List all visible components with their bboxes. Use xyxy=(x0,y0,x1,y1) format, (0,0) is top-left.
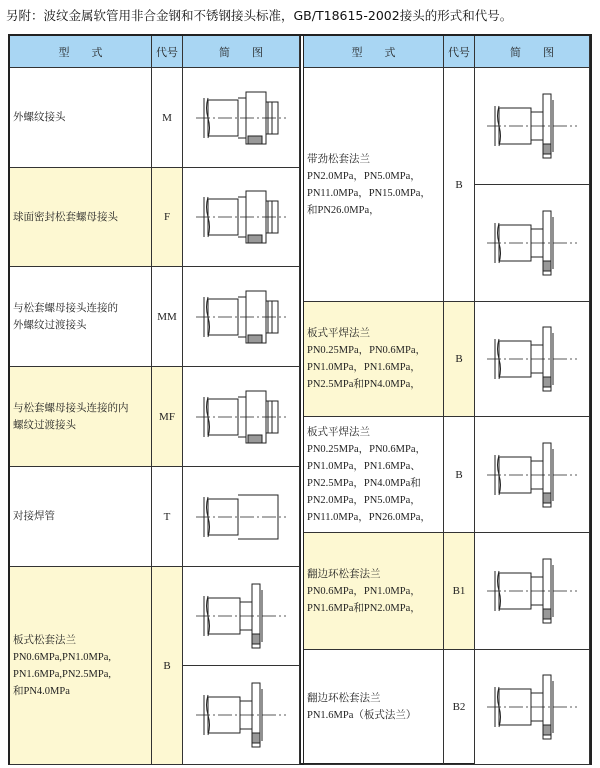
type-line: PN0.6MPa,PN1.0MPa, xyxy=(13,651,112,663)
code-value: MF xyxy=(159,410,175,423)
right-type-cell xyxy=(304,302,444,417)
type-text xyxy=(13,508,55,525)
code-value: MM xyxy=(157,310,177,323)
right-drawing-cell xyxy=(475,650,590,765)
header-label: 简 图 xyxy=(219,45,263,59)
left-drawing-cell xyxy=(183,666,300,765)
right-drawing-cell xyxy=(475,68,590,185)
header-drawing xyxy=(183,36,300,68)
type-line: 和PN26.0MPa， xyxy=(307,204,380,216)
type-line: PN0.6MPa，PN1.0MPa， xyxy=(307,585,421,597)
header-label: 型 式 xyxy=(351,45,396,59)
header-label: 简 图 xyxy=(510,45,554,59)
left-type-cell xyxy=(10,567,152,765)
right-drawing-cell xyxy=(475,417,590,533)
type-text xyxy=(307,690,416,724)
left-code-cell xyxy=(152,68,183,168)
right-code-cell xyxy=(444,533,475,650)
butt-weld-pipe-drawing xyxy=(186,477,296,557)
right-type-cell xyxy=(304,417,444,533)
loose-plate-flange-2-drawing xyxy=(186,675,296,755)
neck-loose-flange-2-drawing xyxy=(477,203,587,283)
type-line: 翻边环松套法兰 xyxy=(307,693,381,704)
type-line: 板式平焊法兰 xyxy=(307,328,370,339)
right-drawing-cell xyxy=(475,302,590,417)
type-line: PN2.5MPa和PN4.0MPa， xyxy=(307,379,421,390)
code-value: B xyxy=(163,659,171,672)
right-drawing-cell xyxy=(475,185,590,302)
code-value: B xyxy=(455,468,463,481)
left-code-cell xyxy=(152,567,183,765)
type-line: 外螺纹接头 xyxy=(13,112,66,123)
neck-loose-flange-drawing xyxy=(477,86,587,166)
left-type-cell xyxy=(10,267,152,367)
type-text xyxy=(307,151,431,219)
type-text xyxy=(13,632,111,700)
code-value: B2 xyxy=(452,701,466,713)
right-type-cell xyxy=(304,68,444,302)
header-code xyxy=(152,36,183,68)
type-line: 对接焊管 xyxy=(13,511,55,522)
left-drawing-cell xyxy=(183,267,300,367)
lap-joint-flange-drawing xyxy=(477,551,587,631)
page-title: 另附：波纹金属软管用非合金钢和不锈钢接头标准，GB/T18615-2002接头的形式和代号。 xyxy=(6,8,513,23)
fitting-types-table xyxy=(8,34,592,765)
left-drawing-cell xyxy=(183,367,300,467)
left-drawing-cell xyxy=(183,68,300,168)
type-text xyxy=(13,209,118,226)
code-value: M xyxy=(162,111,172,124)
left-type-cell xyxy=(10,467,152,567)
code-value: B xyxy=(455,353,463,365)
spherical-seal-nut-fitting-drawing xyxy=(186,177,296,257)
type-text xyxy=(307,325,426,393)
type-text xyxy=(13,109,66,126)
code-value: F xyxy=(163,211,171,223)
left-drawing-cell xyxy=(183,567,300,666)
type-line: PN11.0MPa，PN26.0MPa， xyxy=(307,511,431,523)
type-line: PN2.0MPa，PN5.0MPa， xyxy=(307,494,421,506)
header-drawing xyxy=(475,36,590,68)
left-drawing-cell xyxy=(183,467,300,567)
right-code-cell xyxy=(444,650,475,765)
slip-on-plate-flange-2-drawing xyxy=(477,435,587,515)
header-type xyxy=(10,36,152,68)
type-line: 和PN4.0MPa xyxy=(13,685,70,697)
left-code-cell xyxy=(152,367,183,467)
loose-plate-flange-drawing xyxy=(186,576,296,656)
header-type xyxy=(304,36,444,68)
header-code xyxy=(444,36,475,68)
type-line: 球面密封松套螺母接头 xyxy=(13,211,118,223)
header-label: 代号 xyxy=(156,45,178,59)
left-type-cell xyxy=(10,367,152,467)
type-line: 板式松套法兰 xyxy=(13,634,76,646)
type-text xyxy=(307,424,431,526)
type-line: PN1.6MPa,PN2.5MPa, xyxy=(13,668,112,680)
right-code-cell xyxy=(444,68,475,302)
type-line: PN0.25MPa，PN0.6MPa， xyxy=(307,345,427,356)
code-value: T xyxy=(163,510,171,523)
female-adapter-fitting-drawing xyxy=(186,377,296,457)
left-type-cell xyxy=(10,68,152,168)
type-line: PN2.0MPa，PN5.0MPa， xyxy=(307,170,421,182)
type-line: 板式平焊法兰 xyxy=(307,426,370,438)
right-drawing-cell xyxy=(475,533,590,650)
slip-on-plate-flange-drawing xyxy=(477,319,587,399)
header-label: 代号 xyxy=(448,45,470,59)
type-text xyxy=(307,566,421,617)
type-line: PN2.5MPa，PN4.0MPa和 xyxy=(307,477,421,489)
left-code-cell xyxy=(152,267,183,367)
type-line: PN1.0MPa，PN1.6MPa， xyxy=(307,362,421,373)
type-line: PN1.0MPa，PN1.6MPa、 xyxy=(307,460,421,472)
type-line: PN1.6MPa和PN2.0MPa， xyxy=(307,602,421,614)
left-drawing-cell xyxy=(183,168,300,267)
type-text xyxy=(13,300,118,334)
type-line: PN1.6MPa（板式法兰） xyxy=(307,710,417,721)
type-line: PN0.25MPa，PN0.6MPa， xyxy=(307,443,427,455)
right-type-cell xyxy=(304,650,444,765)
header-label: 型 式 xyxy=(58,45,103,59)
right-code-cell xyxy=(444,417,475,533)
type-line: 带劲松套法兰 xyxy=(307,153,370,165)
type-line: PN11.0MPa，PN15.0MPa， xyxy=(307,187,431,199)
code-value: B1 xyxy=(452,585,466,597)
right-code-cell xyxy=(444,302,475,417)
type-text xyxy=(13,400,129,434)
type-line: 与松套螺母接头连接的 xyxy=(13,302,118,314)
type-line: 外螺纹过渡接头 xyxy=(13,319,87,331)
left-type-cell xyxy=(10,168,152,267)
right-type-cell xyxy=(304,533,444,650)
type-line: 螺纹过渡接头 xyxy=(13,419,76,431)
type-line: 与松套螺母接头连接的内 xyxy=(13,402,129,414)
type-line: 翻边环松套法兰 xyxy=(307,568,381,580)
left-code-cell xyxy=(152,467,183,567)
male-adapter-fitting-drawing xyxy=(186,277,296,357)
lap-joint-plate-flange-drawing xyxy=(477,667,587,747)
code-value: B xyxy=(455,178,463,191)
left-code-cell xyxy=(152,168,183,267)
male-thread-fitting-drawing xyxy=(186,78,296,158)
